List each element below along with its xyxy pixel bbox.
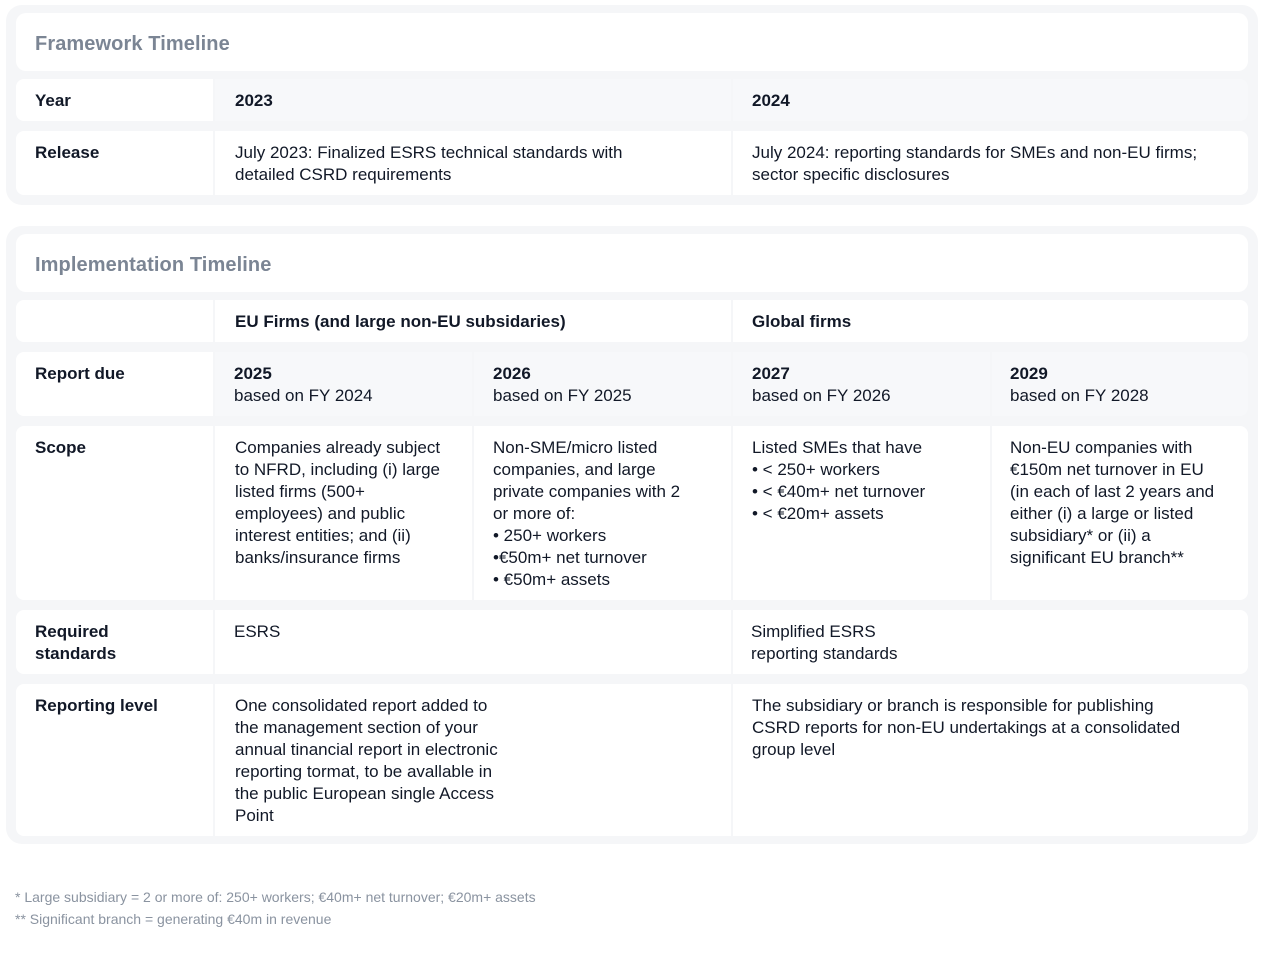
reporting-level-eu xyxy=(215,684,731,836)
required-standards-eu-text: ESRS xyxy=(234,622,281,641)
report-due-year: 2025 xyxy=(234,364,272,383)
release-label: Release xyxy=(16,131,213,195)
scope-2029 xyxy=(992,426,1248,600)
framework-year-row xyxy=(16,79,1248,121)
reporting-level-row xyxy=(16,684,1248,836)
footnotes xyxy=(15,886,536,930)
required-standards-label xyxy=(16,610,213,674)
required-standards-row xyxy=(16,610,1248,674)
framework-timeline-header xyxy=(16,13,1248,71)
report-due-2025 xyxy=(215,352,472,416)
reporting-level-eu-text: One consolidated report added to the management section of your annual tinancial report in electronic reporting tormat, to be avallable in the public European single Access Point xyxy=(235,696,498,825)
implementation-timeline-header xyxy=(16,234,1248,292)
report-due-2029 xyxy=(992,352,1248,416)
reporting-level-label: Reporting level xyxy=(16,684,213,836)
scope-2027 xyxy=(733,426,990,600)
framework-timeline-title: Framework Timeline xyxy=(35,33,230,55)
framework-release-row xyxy=(16,131,1248,195)
group-global-firms: Global firms xyxy=(733,300,1248,342)
release-2024-cell xyxy=(733,131,1248,195)
scope-text: Companies already subject to NFRD, including (i) large listed firms (500+ employees) and public interest entities; and (ii) banks/insurance firms xyxy=(235,438,441,567)
release-2023-text: July 2023: Finalized ESRS technical standards with detailed CSRD requirements xyxy=(235,143,623,184)
report-due-year: 2029 xyxy=(1010,364,1048,383)
scope-row xyxy=(16,426,1248,600)
scope-label: Scope xyxy=(16,426,213,600)
implementation-group-row xyxy=(16,300,1248,342)
report-due-basis: based on FY 2026 xyxy=(752,386,891,405)
required-standards-eu xyxy=(215,610,731,674)
release-2023-cell xyxy=(215,131,731,195)
report-due-basis: based on FY 2028 xyxy=(1010,386,1149,405)
report-due-basis: based on FY 2025 xyxy=(493,386,632,405)
scope-text: Non-EU companies with €150m net turnover in EU (in each of last 2 years and either (i) a large or listed subsidiary* or (ii) a significant EU branch** xyxy=(1010,438,1215,567)
report-due-year: 2026 xyxy=(493,364,531,383)
implementation-timeline-title: Implementation Timeline xyxy=(35,254,272,276)
group-eu-firms: EU Firms (and large non-EU subsidaries) xyxy=(215,300,731,342)
year-2024-cell: 2024 xyxy=(733,79,1248,121)
year-2023-cell: 2023 xyxy=(215,79,731,121)
year-label: Year xyxy=(16,79,213,121)
implementation-timeline-panel xyxy=(6,226,1258,844)
scope-text: Listed SMEs that have • < 250+ workers • < €40m+ net turnover • < €20m+ assets xyxy=(752,438,926,523)
release-2024-text: July 2024: reporting standards for SMEs and non-EU firms; sector specific disclosures xyxy=(752,143,1198,184)
scope-2025 xyxy=(215,426,472,600)
report-due-label: Report due xyxy=(16,352,213,416)
reporting-level-global-text: The subsidiary or branch is responsible for publishing CSRD reports for non-EU undertakings at a consolidated group level xyxy=(752,696,1181,759)
required-standards-global xyxy=(733,610,1248,674)
scope-text: Non-SME/micro listed companies, and large private companies with 2 or more of: • 250+ workers •€50m+ net turnover • €50m+ assets xyxy=(493,438,681,589)
footnote-significant-branch: ** Significant branch = generating €40m in revenue xyxy=(15,911,332,927)
group-empty-cell xyxy=(16,300,213,342)
scope-2026 xyxy=(474,426,731,600)
reporting-level-global xyxy=(733,684,1248,836)
report-due-2026 xyxy=(474,352,731,416)
framework-timeline-panel xyxy=(6,5,1258,205)
required-standards-global-text: Simplified ESRS reporting standards xyxy=(751,622,898,663)
footnote-large-subsidiary: * Large subsidiary = 2 or more of: 250+ workers; €40m+ net turnover; €20m+ assets xyxy=(15,889,536,905)
report-due-row xyxy=(16,352,1248,416)
report-due-basis: based on FY 2024 xyxy=(234,386,373,405)
report-due-year: 2027 xyxy=(752,364,790,383)
required-standards-label-text: Required standards xyxy=(35,622,117,663)
report-due-2027 xyxy=(733,352,990,416)
